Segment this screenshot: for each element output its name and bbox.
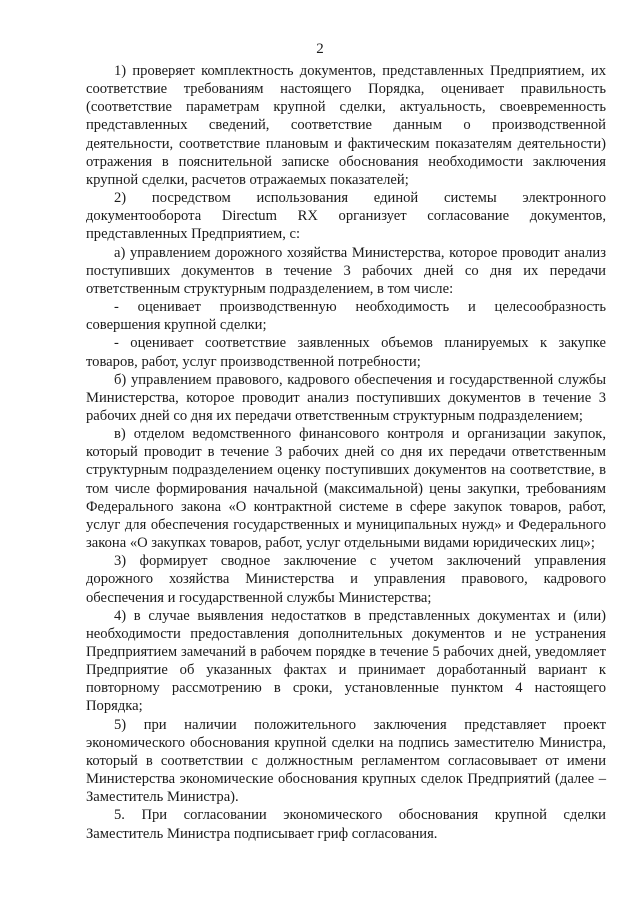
paragraph-bullet-volume-compliance: - оценивает соответствие заявленных объемов планируемых к закупке товаров, работ, услуг производственной потребности; — [86, 335, 606, 370]
paragraph-bullet-production-necessity: - оценивает производственную необходимость и целесообразность совершения крупной сделки; — [86, 299, 606, 334]
paragraph-item-5-deputy-signature: 5) при наличии положительного заключения представляет проект экономического обоснования крупной сделки на подпись заместителю Министра, который в соответствии с должностным регламентом согласовывает от имени Министерства экономические обоснования крупных сделок Предприятий (далее – Заместитель Министра). — [86, 716, 606, 806]
paragraph-item-2-directum-approval: 2) посредством использования единой системы электронного документооборота Directum RX организует согласование документов, представленных Предприятием, с: — [86, 190, 606, 243]
paragraph-item-1-check-documents: 1) проверяет комплектность документов, представленных Предприятием, их соответствие требованиям настоящего Порядка, оценивает правильность (соответствие параметрам крупной сделки, актуальность, своевременность представленных сведений, соответствие данным о производственной деятельности, соответствие плановым и фактическим показателям деятельности) отражения в пояснительной записке обоснования необходимости заключения крупной сделки, расчетов отражаемых показателей; — [86, 63, 606, 188]
paragraph-item-3-summary-conclusion: 3) формирует сводное заключение с учетом заключений управления дорожного хозяйства Министерства и управления правового, кадрового обеспечения и государственной службы Министерства; — [86, 553, 606, 606]
page-number: 2 — [316, 41, 324, 57]
paragraph-subitem-v-finance-control: в) отделом ведомственного финансового контроля и организации закупок, который проводит в течение 3 рабочих дней со дня их передачи ответственным структурным подразделением оценку поступивших документов на соответствие, в том числе формирования начальной (максимальной) цены закупки, требованиям Федерального закона «О контрактной системе в сфере закупок товаров, работ, услуг для обеспечения государственных и муниципальных нужд» и Федерального закона «О закупках товаров, работ, услуг отдельными видами юридических лиц»; — [86, 426, 606, 552]
paragraph-subitem-b-legal-department: б) управлением правового, кадрового обеспечения и государственной службы Министерства, которое проводит анализ поступивших документов в течение 3 рабочих дней со дня их передачи ответственным структурным подразделением; — [86, 371, 606, 424]
paragraph-item-4-deficiencies: 4) в случае выявления недостатков в представленных документах и (или) необходимости предоставления дополнительных документов и не устранения Предприятием замечаний в рабочем порядке в течение 5 рабочих дней, уведомляет Предприятие об указанных фактах и принимает доработанный вариант к повторному рассмотрению в сроки, установленные пунктом 4 настоящего Порядка; — [86, 607, 606, 715]
paragraph-subitem-a-road-department: а) управлением дорожного хозяйства Министерства, которое проводит анализ поступивших документов в течение 3 рабочих дней со дня их передачи ответственным структурным подразделением, в том числе: — [86, 244, 606, 297]
paragraph-section-5-approval-stamp: 5. При согласовании экономического обоснования крупной сделки Заместитель Министра подписывает гриф согласования. — [86, 807, 606, 842]
document-body — [86, 62, 606, 843]
